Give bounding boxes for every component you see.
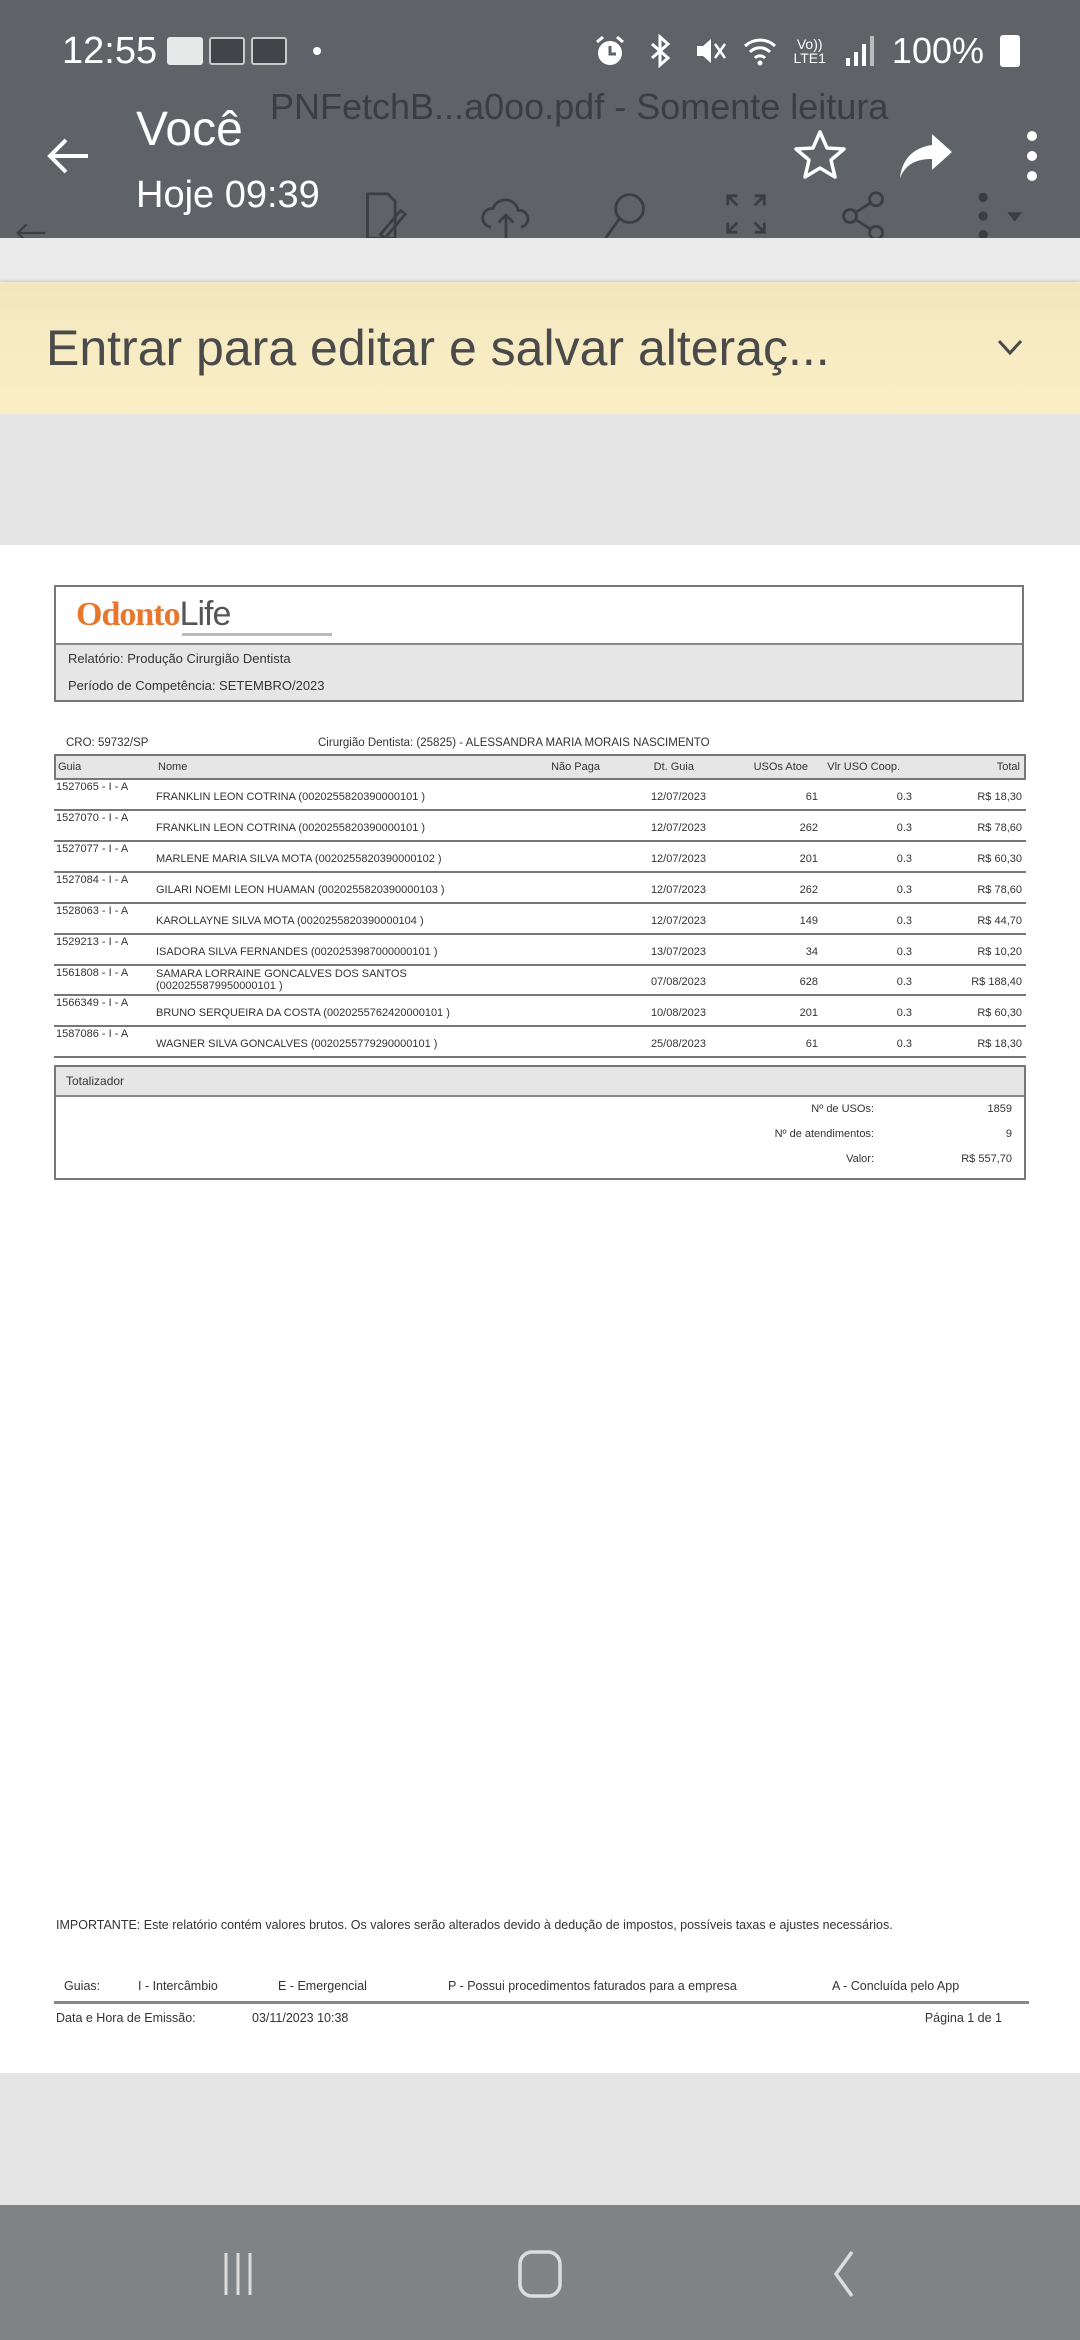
- viewer-background-bottom: [0, 2073, 1080, 2205]
- legend-i: I - Intercâmbio: [138, 1979, 218, 1993]
- banner-text: Entrar para editar e salvar alteraç...: [46, 320, 830, 376]
- cell-guia: 1527070 - I - A: [56, 812, 129, 824]
- logo-tagline: [182, 633, 332, 636]
- dentist-name: Cirurgião Dentista: (25825) - ALESSANDRA MARIA MORAIS NASCIMENTO: [318, 737, 710, 749]
- emission-label: Data e Hora de Emissão:: [56, 2011, 196, 2025]
- toolbar-strip: [0, 238, 1080, 280]
- cell-total: R$ 18,30: [977, 1038, 1022, 1050]
- report-header: [54, 585, 1024, 702]
- cell-guia: 1529213 - I - A: [56, 936, 129, 948]
- voicemail-icon: [167, 37, 203, 65]
- cell-nao-paga: [536, 968, 598, 994]
- cell-vlr-uso: 0.3: [896, 1007, 912, 1019]
- cell-vlr-uso: 0.3: [896, 915, 912, 927]
- cell-usos: 262: [799, 884, 818, 896]
- pdf-title: PNFetchB...a0oo.pdf - Somente leitura: [270, 86, 889, 127]
- totalizer: [54, 1065, 1026, 1180]
- share-icon[interactable]: [840, 190, 888, 242]
- cell-nao-paga: [536, 853, 598, 871]
- cell-vlr-uso: 0.3: [896, 1038, 912, 1050]
- cell-dt-guia: 12/07/2023: [650, 915, 706, 927]
- cell-vlr-uso: 0.3: [896, 884, 912, 896]
- wifi-icon: [743, 34, 777, 68]
- cell-guia: 1587086 - I - A: [56, 1028, 129, 1040]
- cell-vlr-uso: 0.3: [896, 791, 912, 803]
- col-vlr-uso: Vlr USO Coop.: [827, 761, 900, 773]
- cell-nome: GILARI NOEMI LEON HUAMAN (0020255820390000103 ): [156, 884, 445, 896]
- fullscreen-icon[interactable]: [722, 190, 770, 238]
- chevron-down-icon[interactable]: [995, 332, 1025, 362]
- totalizer-title: Totalizador: [56, 1067, 1024, 1097]
- cell-vlr-uso: 0.3: [896, 976, 912, 988]
- divider: [54, 2001, 1029, 2004]
- viewer-background: [0, 414, 1080, 546]
- more-vert-icon[interactable]: [1004, 128, 1060, 184]
- total-usos-value: 1859: [987, 1103, 1012, 1115]
- sign-in-banner[interactable]: [0, 282, 1080, 414]
- cell-nome: MARLENE MARIA SILVA MOTA (0020255820390000102 ): [156, 853, 442, 865]
- status-bar: [62, 28, 1020, 74]
- row-spacer: [54, 884, 154, 902]
- page-number: Página 1 de 1: [924, 2011, 1002, 2025]
- table-row: [54, 996, 1026, 1027]
- cell-total: R$ 78,60: [977, 822, 1022, 834]
- mute-icon: [693, 34, 727, 68]
- table-row: [54, 842, 1026, 873]
- voicemail-icon: [251, 37, 287, 65]
- cell-total: R$ 60,30: [977, 853, 1022, 865]
- row-spacer: [54, 1007, 154, 1025]
- cell-guia: 1528063 - I - A: [56, 905, 129, 917]
- cell-usos: 201: [799, 853, 818, 865]
- cell-guia: 1527065 - I - A: [56, 781, 129, 793]
- row-spacer: [54, 853, 154, 871]
- cell-vlr-uso: 0.3: [896, 822, 912, 834]
- cell-nome: WAGNER SILVA GONCALVES (0020255779290000101 ): [156, 1038, 438, 1050]
- table-row: [54, 966, 1026, 996]
- cell-nome: FRANKLIN LEON COTRINA (0020255820390000101 ): [156, 791, 426, 803]
- legend-a: A - Concluída pelo App: [832, 1979, 960, 1993]
- message-time: Hoje 09:39: [136, 174, 320, 216]
- signal-icon: [842, 34, 876, 68]
- total-atend-value: 9: [1005, 1128, 1012, 1140]
- cell-nome: SAMARA LORRAINE GONCALVES DOS SANTOS (0020255879950000101 ): [156, 968, 407, 992]
- cell-usos: 61: [805, 1038, 818, 1050]
- cell-nome: KAROLLAYNE SILVA MOTA (0020255820390000104 ): [156, 915, 424, 927]
- cell-guia: 1566349 - I - A: [56, 997, 129, 1009]
- table-row: [54, 904, 1026, 935]
- total-valor-label: Valor:: [846, 1153, 874, 1165]
- col-total: Total: [996, 761, 1020, 773]
- back-icon: [822, 2249, 862, 2299]
- col-dt-guia: Dt. Guia: [653, 761, 694, 773]
- cell-dt-guia: 12/07/2023: [650, 822, 706, 834]
- col-nao-paga: Não Paga: [551, 761, 600, 773]
- cell-nao-paga: [536, 884, 598, 902]
- cloud-upload-icon[interactable]: [478, 190, 534, 242]
- cell-usos: 628: [799, 976, 818, 988]
- top-app-bar: [0, 0, 1080, 238]
- col-guia: Guia: [58, 761, 82, 773]
- cell-usos: 149: [799, 915, 818, 927]
- cell-total: R$ 44,70: [977, 915, 1022, 927]
- cell-usos: 201: [799, 1007, 818, 1019]
- network-label: LTE1: [793, 50, 826, 66]
- bluetooth-icon: [643, 34, 677, 68]
- table-row: [54, 935, 1026, 966]
- cell-nome: ISADORA SILVA FERNANDES (0020253987000000101 ): [156, 946, 438, 958]
- cell-nao-paga: [536, 946, 598, 964]
- emission-value: 03/11/2023 10:38: [252, 2011, 349, 2025]
- cell-dt-guia: 07/08/2023: [650, 976, 706, 988]
- cell-usos: 262: [799, 822, 818, 834]
- cell-guia: 1527077 - I - A: [56, 843, 129, 855]
- cell-total: R$ 18,30: [977, 791, 1022, 803]
- cell-nao-paga: [536, 1038, 598, 1056]
- cell-guia: 1561808 - I - A: [56, 967, 129, 979]
- status-time: 12:55: [62, 29, 158, 72]
- col-usos: USOs Atoe: [753, 761, 808, 773]
- cell-total: R$ 10,20: [977, 946, 1022, 958]
- share-forward-icon[interactable]: [898, 128, 954, 184]
- cell-dt-guia: 10/08/2023: [650, 1007, 706, 1019]
- col-nome: Nome: [158, 761, 188, 773]
- cell-usos: 61: [805, 791, 818, 803]
- star-icon[interactable]: [792, 128, 848, 184]
- row-spacer: [54, 915, 154, 933]
- cell-nao-paga: [536, 791, 598, 809]
- cell-vlr-uso: 0.3: [896, 946, 912, 958]
- cell-usos: 34: [805, 946, 818, 958]
- cell-nao-paga: [536, 1007, 598, 1025]
- odontolife-logo: OdontoLife: [76, 595, 231, 633]
- legend-p: P - Possui procedimentos faturados para a empresa: [448, 1979, 737, 1993]
- cell-dt-guia: 13/07/2023: [650, 946, 706, 958]
- total-atend-label: Nº de atendimentos:: [774, 1128, 874, 1140]
- row-spacer: [54, 946, 154, 964]
- total-usos-label: Nº de USOs:: [811, 1103, 874, 1115]
- cell-nome: BRUNO SERQUEIRA DA COSTA (0020255762420000101 ): [156, 1007, 450, 1019]
- legend-e: E - Emergencial: [278, 1979, 367, 1993]
- recents-icon: [216, 2251, 260, 2297]
- production-table: [54, 754, 1026, 1058]
- cell-dt-guia: 12/07/2023: [650, 853, 706, 865]
- cell-total: R$ 60,30: [977, 1007, 1022, 1019]
- cell-nome: FRANKLIN LEON COTRINA (0020255820390000101 ): [156, 822, 426, 834]
- total-valor-value: R$ 557,70: [961, 1153, 1012, 1165]
- home-icon: [515, 2249, 565, 2299]
- table-row: [54, 811, 1026, 842]
- edit-icon[interactable]: [362, 190, 408, 242]
- table-row: [54, 873, 1026, 904]
- back-arrow-icon[interactable]: [42, 130, 94, 182]
- home-button[interactable]: [510, 2249, 570, 2299]
- more-vert-icon[interactable]: [970, 190, 1026, 242]
- report-period: Período de Competência: SETEMBRO/2023: [68, 678, 325, 693]
- pdf-page: [0, 545, 1080, 2073]
- row-spacer: [54, 1038, 154, 1056]
- row-spacer: [54, 791, 154, 809]
- more-notifications-icon: [313, 47, 321, 55]
- alarm-icon: [593, 34, 627, 68]
- table-row: [54, 1027, 1026, 1058]
- legend-title: Guias:: [64, 1979, 101, 1993]
- report-title: Relatório: Produção Cirurgião Dentista: [68, 651, 291, 666]
- cell-guia: 1527084 - I - A: [56, 874, 129, 886]
- youtube-icon: [209, 37, 245, 65]
- cell-total: R$ 188,40: [971, 976, 1022, 988]
- guias-legend: [64, 1979, 1024, 1997]
- row-spacer: [54, 822, 154, 840]
- recents-button[interactable]: [208, 2249, 268, 2299]
- cell-nao-paga: [536, 822, 598, 840]
- table-row: [54, 780, 1026, 811]
- cell-dt-guia: 25/08/2023: [650, 1038, 706, 1050]
- battery-icon: [1000, 35, 1020, 67]
- cell-total: R$ 78,60: [977, 884, 1022, 896]
- cell-nao-paga: [536, 915, 598, 933]
- system-nav-bar: [0, 2205, 1080, 2340]
- sender-name: Você: [136, 103, 243, 156]
- important-note: IMPORTANTE: Este relatório contém valores brutos. Os valores serão alterados devido à dedução de impostos, possíveis taxas e ajustes necessários.: [56, 1918, 893, 1932]
- volte-label: Vo)): [796, 36, 823, 52]
- back-button[interactable]: [812, 2249, 872, 2299]
- cro-number: CRO: 59732/SP: [66, 737, 149, 749]
- search-icon[interactable]: [598, 190, 650, 242]
- cell-dt-guia: 12/07/2023: [650, 884, 706, 896]
- emission-row: [56, 2011, 1002, 2029]
- cell-vlr-uso: 0.3: [896, 853, 912, 865]
- battery-percent: 100%: [891, 30, 984, 71]
- table-header: [54, 754, 1026, 780]
- cell-dt-guia: 12/07/2023: [650, 791, 706, 803]
